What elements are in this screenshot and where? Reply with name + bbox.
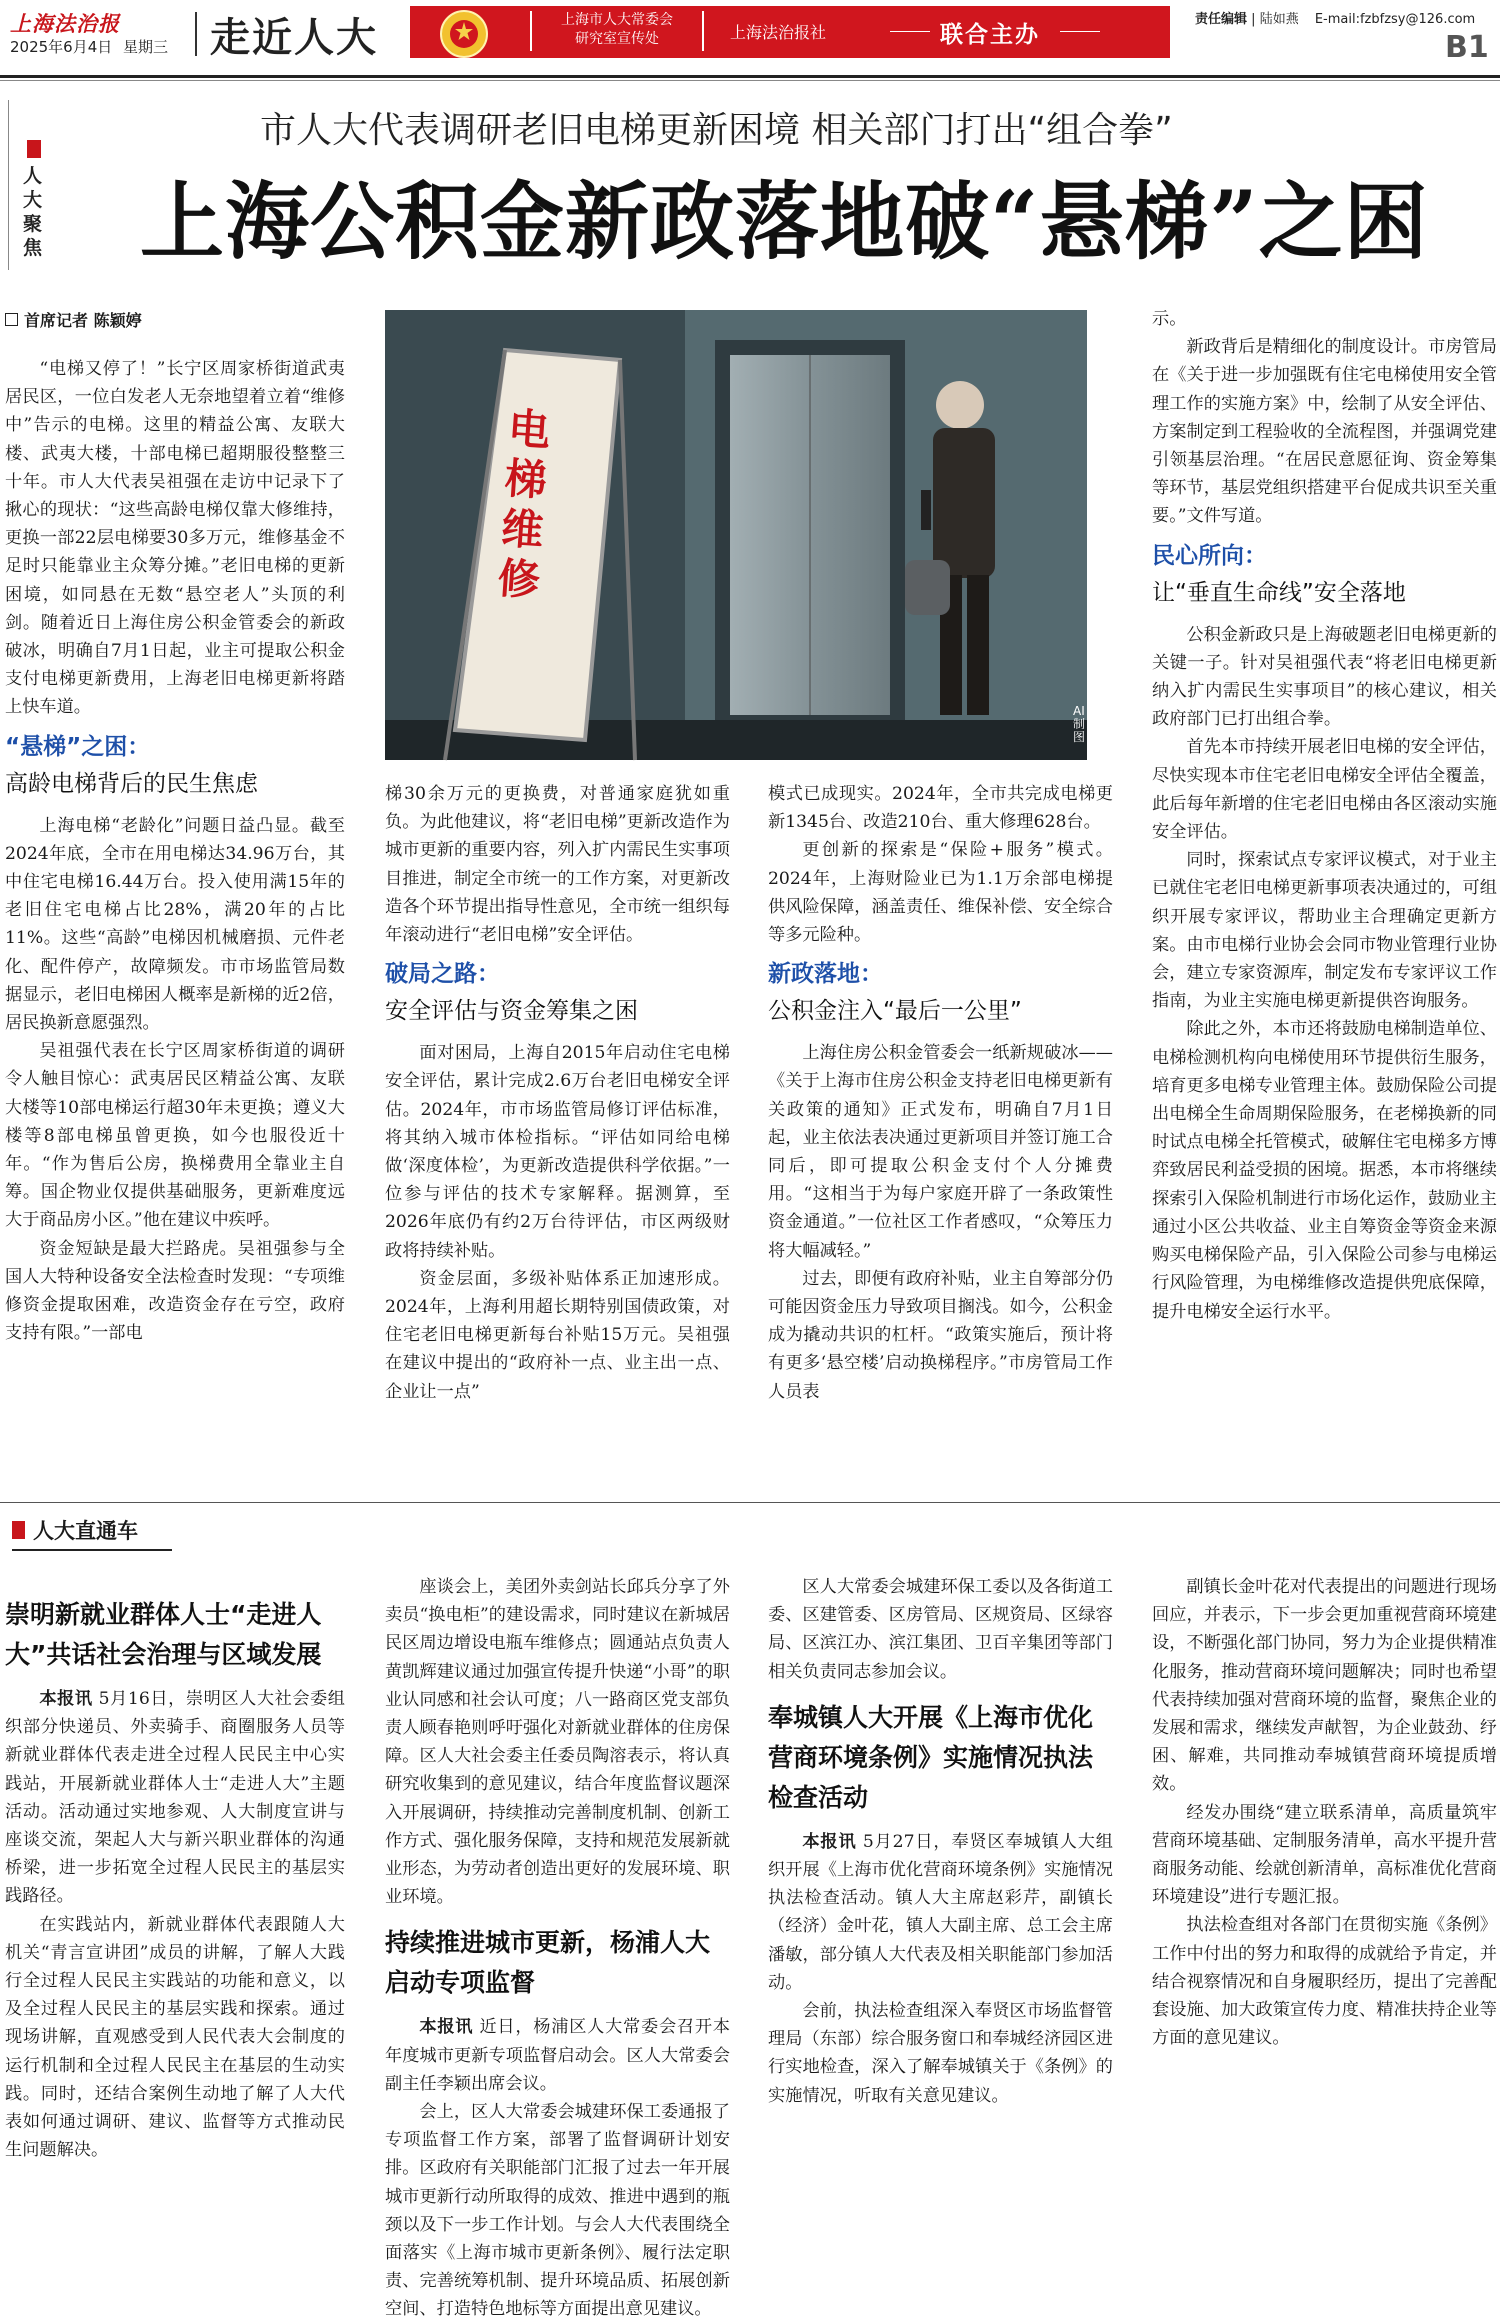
paragraph: 除此之外，本市还将鼓励电梯制造单位、电梯检测机构向电梯使用环节提供衍生服务，培育更多电梯专业管理主体。鼓励保险公司提出电梯全生命周期保险服务，在老梯换新的同时试点电梯全托管模式，破解住宅电梯多方博弈致居民利益受损的困境。据悉，本市将继续探索引入保险机制进行市场化运作，鼓励业主通过小区公共收益、业主自筹资金等资金来源购买电梯保险产品，引入保险公司参与电梯运行风险管理，为电梯维修改造提供兜底保障，提升电梯安全运行水平。	[1152, 1019, 1497, 1322]
side-tag-marker	[27, 140, 41, 158]
editor-email: E-mail:fzbfzsy@126.com	[1314, 12, 1476, 27]
article-title: 上海公积金新政落地破“悬梯”之困	[140, 172, 1429, 271]
section-b-heading	[385, 959, 730, 1027]
banner-mid: 上海法治报社	[730, 23, 827, 42]
photo-credit: AI制图	[1073, 704, 1086, 744]
paragraph: “电梯又停了！”长宁区周家桥街道武夷居民区，一位白发老人无奈地望着立着“维修中”告示的电梯。这里的精益公寓、友联大楼、武夷大楼，十部电梯已超期服役整整三十年。市人大代表吴祖强在走访中记录下了揪心的现状：“这些高龄电梯仅靠大修维持，更换一部22层电梯要30多万元，维修基金不足时只能靠业主众筹分摊。”老旧电梯的更新困境，如同悬在无数“悬空老人”头顶的利剑。随着近日上海住房公积金管委会的新政破冰，明确自7月1日起，业主可提取公积金支付电梯更新费用，上海老旧电梯更新将踏上快车道。	[5, 359, 345, 718]
newspaper-logo: 上海法治报	[10, 11, 120, 36]
masthead-rule	[0, 75, 1500, 78]
paragraph	[385, 2013, 730, 2098]
byline	[5, 308, 142, 331]
paragraph: 会上，区人大常委会城建环保工委通报了专项监督工作方案，部署了监督调研计划安排。区政府有关职能部门汇报了过去一年开展城市更新行动所取得的成效、推进中遇到的瓶颈以及下一步工作计划。与会人大代表围绕全面落实《上海市城市更新条例》、履行法定职责、完善统筹机制、提升环境品质、拓展创新空间、打造特色地标等方面提出意见建议。	[385, 2102, 730, 2320]
news3-title: 奉城镇人大开展《上海市优化营商环境条例》实施情况执法检查活动	[768, 1702, 1094, 1812]
paragraph	[5, 1685, 345, 1911]
paragraph: 示。	[1152, 309, 1187, 329]
banner-line-right	[1060, 31, 1100, 32]
paragraph: 区人大常委会城建环保工委以及各街道工委、区建管委、区房管局、区规资局、区绿容局、区滨江办、滨江集团、卫百辛集团等部门相关负责同志参加会议。	[768, 1577, 1113, 1682]
section-d-heading	[1152, 541, 1497, 609]
paragraph: 上海电梯“老龄化”问题日益凸显。截至2024年底，全市在用电梯达34.96万台，其中住宅电梯16.44万台。投入使用满15年的老旧住宅电梯占比28%，满20年的占比11%。这些“高龄”电梯因机械磨损、元件老化、配件停产，故障频发。市市场监管局数据显示，老旧电梯困人概率是新梯的近2倍，居民换新意愿强烈。	[5, 815, 345, 1034]
section-d-keyword: 民心所向：	[1152, 542, 1267, 569]
news2-p1: 近日，杨浦区人大常委会召开本年度城市更新专项监督启动会。区人大常委会副主任李颖出席会议。	[385, 2017, 730, 2094]
paragraph: 模式已成现实。2024年，全市共完成电梯更新1345台、改造210台、重大修理628台。	[768, 784, 1113, 833]
masthead-divider	[195, 12, 197, 56]
paragraph: 会前，执法检查组深入奉贤区市场监督管理局（东部）综合服务窗口和奉城经济园区进行实地检查，深入了解奉城镇关于《条例》的实施情况，听取有关意见建议。	[768, 2001, 1113, 2106]
section-a-heading	[5, 732, 345, 800]
paragraph: 面对困局，上海自2015年启动住宅电梯安全评估，累计完成2.6万台老旧电梯安全评估。2024年，市市场监管局修订评估标准，将其纳入城市体检指标。“评估如同给电梯做‘深度体检’，为更新改造提供科学依据。”一位参与评估的技术专家解释。据测算，至2026年底仍有约2万台待评估，市区两级财政将持续补贴。	[385, 1043, 730, 1261]
news-col-3	[768, 1573, 1113, 2250]
article-photo	[385, 310, 1087, 760]
column-tag	[12, 1515, 138, 1545]
news-col-4	[1152, 1573, 1497, 2250]
news1-p1: 5月16日，崇明区人大社会委组织部分快递员、外卖骑手、商圈服务人员等新就业群体代表走进全过程人民民主中心实践站，开展新就业群体人士“走进人大”主题活动。活动通过实地参观、人大制度宣讲与座谈交流，架起人大与新兴职业群体的沟通桥梁，进一步拓宽全过程人民民主的基层实践路径。	[5, 1689, 345, 1907]
paragraph: 新政背后是精细化的制度设计。市房管局在《关于进一步加强既有住宅电梯使用安全管理工作的实施方案》中，绘制了从安全评估、方案制定到工程验收的全流程图，并强调党建引领基层治理。“在居民意愿征询、资金筹集等环节，基层党组织搭建平台促成共识至关重要。”文件写道。	[1152, 337, 1497, 527]
section-b-keyword: 破局之路：	[385, 961, 500, 988]
masthead	[0, 0, 1500, 75]
photo-sign-text: 电梯维修	[496, 403, 552, 606]
byline-text: 首席记者 陈颖婷	[24, 311, 142, 330]
news2-lead: 本报讯	[419, 2017, 474, 2038]
editor-name: 陆如燕	[1259, 12, 1299, 27]
masthead-rule-thin	[0, 80, 1500, 81]
emblem-icon	[440, 10, 488, 58]
co-host-banner	[410, 6, 1170, 58]
banner-line-left	[890, 31, 930, 32]
section-b-title: 安全评估与资金筹集之困	[385, 998, 638, 1025]
paragraph: 副镇长金叶花对代表提出的问题进行现场回应，并表示，下一步会更加重视营商环境建设，不断强化部门协同，努力为企业提供精准化服务，推动营商环境问题解决；同时也希望代表持续加强对营商环境的监督，聚焦企业的发展和需求，继续发声献智，为企业鼓劲、纾困、解难，共同推动奉城镇营商环境提质增效。	[1152, 1577, 1497, 1795]
news1-lead: 本报讯	[39, 1689, 93, 1709]
banner-left-line2: 研究室宣传处	[575, 31, 659, 47]
paragraph: 在实践站内，新就业群体代表跟随人大机关“青言宣讲团”成员的讲解，了解人大践行全过程人民民主实践站的功能和意义，以及全过程人民民主的基层实践和探索。通过现场讲解，直观感受到人民代表大会制度的运行机制和全过程人民民主在基层的生动实践。同时，还结合案例生动地了解了人大代表如何通过调研、建议、监督等方式推动民生问题解决。	[5, 1914, 345, 2161]
photo-scene	[385, 310, 1087, 760]
column-tag-marker	[12, 1521, 25, 1539]
news1-title: 崇明新就业群体人士“走进人大”共话社会治理与区域发展	[5, 1600, 322, 1669]
news2-title: 持续推进城市更新，杨浦人大启动专项监督	[385, 1928, 711, 1998]
news3-p1: 5月27日，奉贤区奉城镇人大组织开展《上海市优化营商环境条例》实施情况执法检查活动。镇人大主席赵彩芹，副镇长（经济）金叶花，镇人大副主席、总工会主席潘敏，部分镇人大代表及相关职能部门参加活动。	[768, 1831, 1113, 1993]
paragraph: 资金层面，多级补贴体系正加速形成。2024年，上海利用超长期特别国债政策，对住宅老旧电梯更新每台补贴15万元。吴祖强在建议中提出的“政府补一点、业主出一点、企业让一点”	[385, 1268, 730, 1402]
byline-box-icon	[5, 313, 18, 326]
paragraph: 梯30余万元的更换费，对普通家庭犹如重负。为此他建议，将“老旧电梯”更新改造作为城市更新的重要内容，列入扩内需民生实事项目推进，制定全市统一的工作方案，对更新改造各个环节提出指导性意见，全市统一组织每年滚动进行“老旧电梯”安全评估。	[385, 784, 730, 946]
article-col-3	[768, 780, 1113, 1495]
article-col-4	[1152, 305, 1497, 1495]
page-number: B1	[1445, 30, 1489, 65]
section-a-keyword: “悬梯”之困：	[5, 733, 151, 760]
paragraph: 执法检查组对各部门在贯彻实施《条例》工作中付出的努力和取得的成就给予肯定，并结合视察情况和自身履职经历，提出了完善配套设施、加大政策宣传力度、精准扶持企业等方面的意见建议。	[1152, 1915, 1497, 2049]
paragraph: 更创新的探索是“保险+服务”模式。2024年，上海财险业已为1.1万余部电梯提供风险保障，涵盖责任、维保补偿、安全综合等多元险种。	[768, 840, 1113, 946]
paragraph: 首先本市持续开展老旧电梯的安全评估，尽快实现本市住宅老旧电梯安全评估全覆盖，此后每年新增的住宅老旧电梯由各区滚动实施安全评估。	[1152, 737, 1497, 843]
editor-info	[1195, 8, 1475, 27]
paragraph	[768, 1828, 1113, 1997]
banner-right: 联合主办	[940, 22, 1040, 48]
paragraph: 公积金新政只是上海破题老旧电梯更新的关键一子。针对吴祖强代表“将老旧电梯更新纳入扩内需民生实事项目”的核心建议，相关政府部门已打出组合拳。	[1152, 624, 1497, 730]
section-c-keyword: 新政落地：	[768, 961, 883, 988]
section-d-title: 让“垂直生命线”安全落地	[1152, 579, 1406, 606]
news-col-2	[385, 1573, 730, 2320]
section-divider	[0, 1502, 1500, 1503]
section-a-title: 高龄电梯背后的民生焦虑	[5, 770, 258, 797]
side-tag-text: 人大聚焦	[23, 165, 43, 259]
paragraph: 资金短缺是最大拦路虎。吴祖强参与全国人大特种设备安全法检查时发现：“专项维修资金提取困难，改造资金存在亏空，政府支持有限。”一部电	[5, 1238, 345, 1344]
paragraph: 座谈会上，美团外卖剑站长邱兵分享了外卖员“换电柜”的建设需求，同时建议在新城居民区周边增设电瓶车维修点；圆通站点负责人黄凯辉建议通过加强宣传提升快递“小哥”的职业认同感和社会认可度；八一路商区党支部负责人顾春艳则呼吁强化对新就业群体的住房保障。区人大社会委主任委员陶溶表示，将认真研究收集到的意见建议，结合年度监督议题深入开展调研，持续推动完善制度机制、创新工作方式、强化服务保障，支持和规范发展新就业形态，为劳动者创造出更好的发展环境、职业环境。	[385, 1577, 730, 1908]
news-col-1	[5, 1595, 345, 2250]
article-subtitle: 市人大代表调研老旧电梯更新困境 相关部门打出“组合拳”	[260, 110, 1173, 151]
side-tag-line	[8, 100, 9, 270]
side-tag	[20, 140, 48, 260]
paragraph: 吴祖强代表在长宁区周家桥街道的调研令人触目惊心：武夷居民区精益公寓、友联大楼等10部电梯运行超30年未更换；遵义大楼等8部电梯虽曾更换，如今也服役近十年。“作为售后公房，换梯费用全靠业主自筹。国企物业仅提供基础服务，更新难度远大于商品房小区。”他在建议中疾呼。	[5, 1041, 345, 1231]
paragraph: 经发办围绕“建立联系清单，高质量筑牢营商环境基础、定制服务清单，高水平提升营商服务动能、绘就创新清单，高标准优化营商环境建设”进行专题汇报。	[1152, 1802, 1497, 1908]
banner-left-line1: 上海市人大常委会	[561, 12, 673, 28]
weekday-text: 星期三	[123, 38, 169, 56]
paragraph: 同时，探索试点专家评议模式，对于业主已就住宅老旧电梯更新事项表决通过的，可组织开展专家评议，帮助业主合理确定更新方案。由市电梯行业协会会同市物业管理行业协会，建立专家资源库，制定发布专家评议工作指南，为业主实施电梯更新提供咨询服务。	[1152, 850, 1497, 1012]
paragraph: 上海住房公积金管委会一纸新规破冰——《关于上海市住房公积金支持老旧电梯更新有关政策的通知》正式发布，明确自7月1日起，业主依法表决通过更新项目并签订施工合同后，即可提取公积金支付个人分摊费用。“这相当于为每户家庭开辟了一条政策性资金通道。”一位社区工作者感叹，“众筹压力将大幅减轻。”	[768, 1043, 1113, 1261]
section-c-heading	[768, 959, 1113, 1027]
paragraph: 过去，即便有政府补贴，业主自筹部分仍可能因资金压力导致项目搁浅。如今，公积金成为撬动共识的杠杆。“政策实施后，预计将有更多‘悬空楼’启动换梯程序。”市房管局工作人员表	[768, 1268, 1113, 1402]
column-tag-underline	[12, 1549, 172, 1551]
issue-date	[10, 36, 168, 57]
banner-box-left	[530, 11, 704, 51]
section-c-title: 公积金注入“最后一公里”	[768, 998, 1022, 1025]
column-tag-text: 人大直通车	[33, 1519, 138, 1543]
editor-sep: |	[1251, 12, 1256, 27]
date-text: 2025年6月4日	[10, 38, 113, 56]
news3-lead: 本报讯	[802, 1831, 857, 1852]
section-title: 走近人大	[210, 15, 378, 61]
article-col-2	[385, 780, 730, 1495]
editor-label: 责任编辑	[1195, 12, 1248, 27]
article-col-1	[5, 355, 345, 1495]
